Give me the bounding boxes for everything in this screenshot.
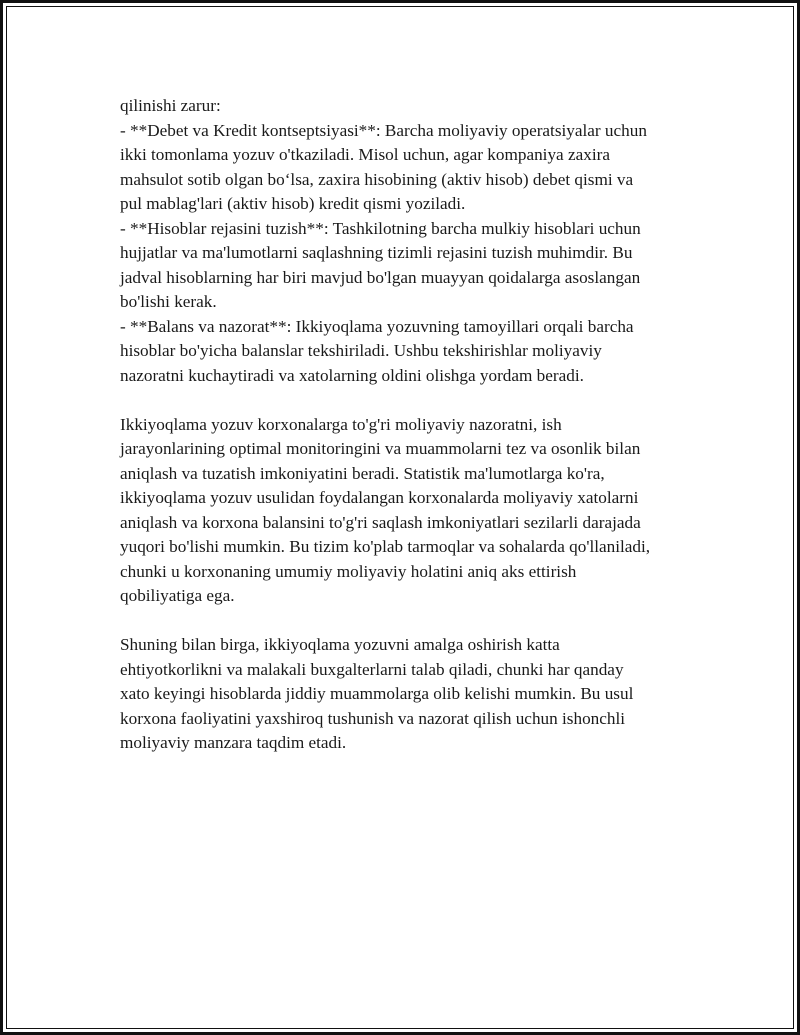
text-line: - **Hisoblar rejasini tuzish**: Tashkilotning barcha mulkiy hisoblari uchun [120,218,641,238]
text-line: chunki u korxonaning umumiy moliyaviy holatini aniq aks ettirish [120,561,577,581]
text-line: moliyaviy manzara taqdim etadi. [120,733,347,752]
paragraph-list-items [120,94,710,388]
text-line: aniqlash va korxona balansini to'g'ri saqlash imkoniyatlari sezilarli darajada [120,512,641,532]
paragraph-gap [120,609,710,634]
text-line: nazoratni kuchaytiradi va xatolarning oldini olishga yordam beradi. [120,365,584,385]
paragraph-gap [120,388,710,413]
text-line: qilinishi zarur: [120,96,221,115]
text-line: pul mablag'lari (aktiv hisob) kredit qismi yoziladi. [120,194,466,213]
text-line: bo'lishi kerak. [120,292,217,311]
text-line: ehtiyotkorlikni va malakali buxgalterlarni talab qiladi, chunki har qanday [120,659,624,679]
text-line: qobiliyatiga ega. [120,586,235,605]
paragraph-conclusion [120,633,710,756]
text-line: Shuning bilan birga, ikkiyoqlama yozuvni amalga oshirish katta [120,635,560,654]
text-line: aniqlash va tuzatish imkoniyatini beradi. Statistik ma'lumotlarga ko'ra, [120,463,605,483]
text-line: xato keyingi hisoblarda jiddiy muammolarga olib kelishi mumkin. Bu usul [120,684,634,703]
text-line: hujjatlar va ma'lumotlarni saqlashning tizimli rejasini tuzish muhimdir. Bu [120,243,633,262]
text-line: hisoblar bo'yicha balanslar tekshiriladi. Ushbu tekshirishlar moliyaviy [120,341,602,360]
text-line: ikki tomonlama yozuv o'tkaziladi. Misol uchun, agar kompaniya zaxira [120,145,610,164]
document-body [120,94,710,756]
text-line: yuqori bo'lishi mumkin. Bu tizim ko'plab tarmoqlar va sohalarda qo'llaniladi, [120,537,651,556]
text-line: ikkiyoqlama yozuv usulidan foydalangan korxonalarda moliyaviy xatolarni [120,488,639,507]
text-line: mahsulot sotib olgan bo‘lsa, zaxira hisobining (aktiv hisob) debet qismi va [120,169,634,189]
paragraph-advantages [120,413,710,609]
text-line: jadval hisoblarning har biri mavjud bo'lgan muayyan qoidalarga asoslangan [120,267,641,287]
text-line: Ikkiyoqlama yozuv korxonalarga to'g'ri moliyaviy nazoratni, ish [120,414,562,434]
text-line: - **Balans va nazorat**: Ikkiyoqlama yozuvning tamoyillari orqali barcha [120,316,634,336]
text-line: jarayonlarining optimal monitoringini va muammolarni tez va osonlik bilan [120,439,641,458]
text-line: - **Debet va Kredit kontseptsiyasi**: Barcha moliyaviy operatsiyalar uchun [120,120,647,140]
text-line: korxona faoliyatini yaxshiroq tushunish va nazorat qilish uchun ishonchli [120,708,626,728]
